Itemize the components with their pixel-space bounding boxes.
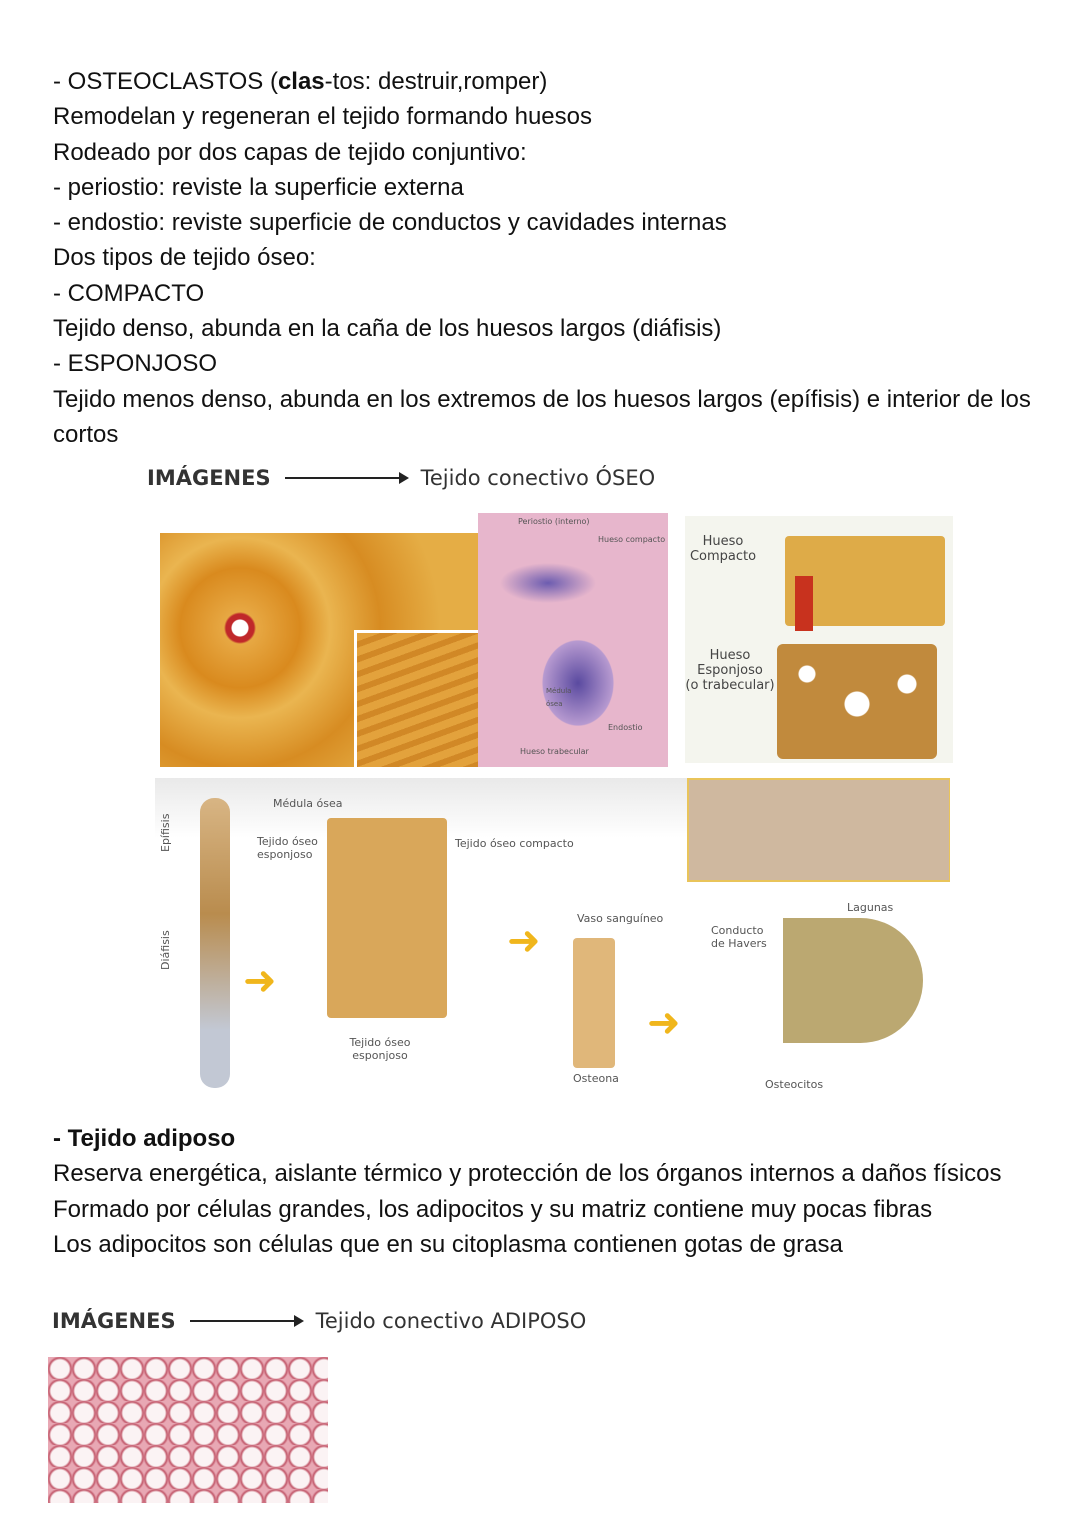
arrow-icon: ➜	[507, 918, 541, 964]
text-line: - ESPONJOSO	[53, 350, 218, 378]
spongy-bone-illustration	[777, 644, 937, 759]
arrow-icon	[190, 1320, 302, 1322]
text-line: Reserva energética, aislante térmico y protección de los órganos internos a daños físicos	[53, 1160, 1002, 1188]
arrow-icon: ➜	[647, 1000, 681, 1046]
text-line: Los adipocitos son células que en su citoplasma contienen gotas de grasa	[53, 1230, 843, 1258]
text-line: Tejido menos denso, abunda en los extremos de los huesos largos (epífisis) e interior de los cortos	[53, 385, 1031, 448]
adipose-text	[53, 1121, 1073, 1262]
osteon-photo	[687, 778, 950, 882]
text-line: Remodelan y regeneran el tejido formando huesos	[53, 103, 593, 131]
bone-types-panel: Hueso Compacto Hueso Esponjoso (o trabecular)	[685, 516, 953, 763]
bone-structure-diagram: Epífisis Diáfisis Médula ósea Tejido óseo esponjoso Tejido óseo compacto Tejido óseo esponjoso Vaso sanguíneo Osteona Lagunas Conducto de Havers Osteocitos ➜ ➜ ➜	[155, 778, 950, 1096]
arrow-icon	[285, 477, 407, 479]
compact-bone-micrograph	[160, 533, 478, 767]
arrow-icon: ➜	[243, 958, 277, 1004]
text-line: - COMPACTO	[53, 279, 205, 307]
text-line: - periostio: reviste la superficie externa	[53, 173, 464, 201]
osteoclastos-line: - OSTEOCLASTOS (clas-tos: destruir,romper)	[53, 68, 548, 95]
adipose-images-header: IMÁGENES Tejido conectivo ADIPOSO	[52, 1309, 587, 1333]
oseo-images-header: IMÁGENES Tejido conectivo ÓSEO	[147, 466, 656, 490]
text-line: Formado por células grandes, los adipocitos y su matriz contiene muy pocas fibras	[53, 1195, 933, 1223]
inset-zoom	[354, 630, 478, 767]
text-line: Tejido denso, abunda en la caña de los huesos largos (diáfisis)	[53, 315, 722, 343]
text-line: - endostio: reviste superficie de conductos y cavidades internas	[53, 209, 727, 237]
osteon-illustration	[573, 938, 615, 1068]
lamellae-illustration	[783, 918, 923, 1043]
bone-section-illustration	[327, 818, 447, 1018]
adipose-micrograph	[48, 1357, 328, 1503]
text-line: Rodeado por dos capas de tejido conjuntivo:	[53, 138, 527, 166]
spongy-bone-label: Hueso Esponjoso (o trabecular)	[685, 648, 775, 693]
bone-text	[53, 64, 1073, 452]
adipose-title: - Tejido adiposo	[53, 1125, 236, 1152]
compact-bone-illustration	[785, 536, 945, 626]
histology-micrograph: Periostio (interno) Hueso compacto Médula ósea Endostio Hueso trabecular	[478, 513, 668, 767]
text-line: Dos tipos de tejido óseo:	[53, 244, 316, 272]
femur-illustration	[200, 798, 230, 1088]
